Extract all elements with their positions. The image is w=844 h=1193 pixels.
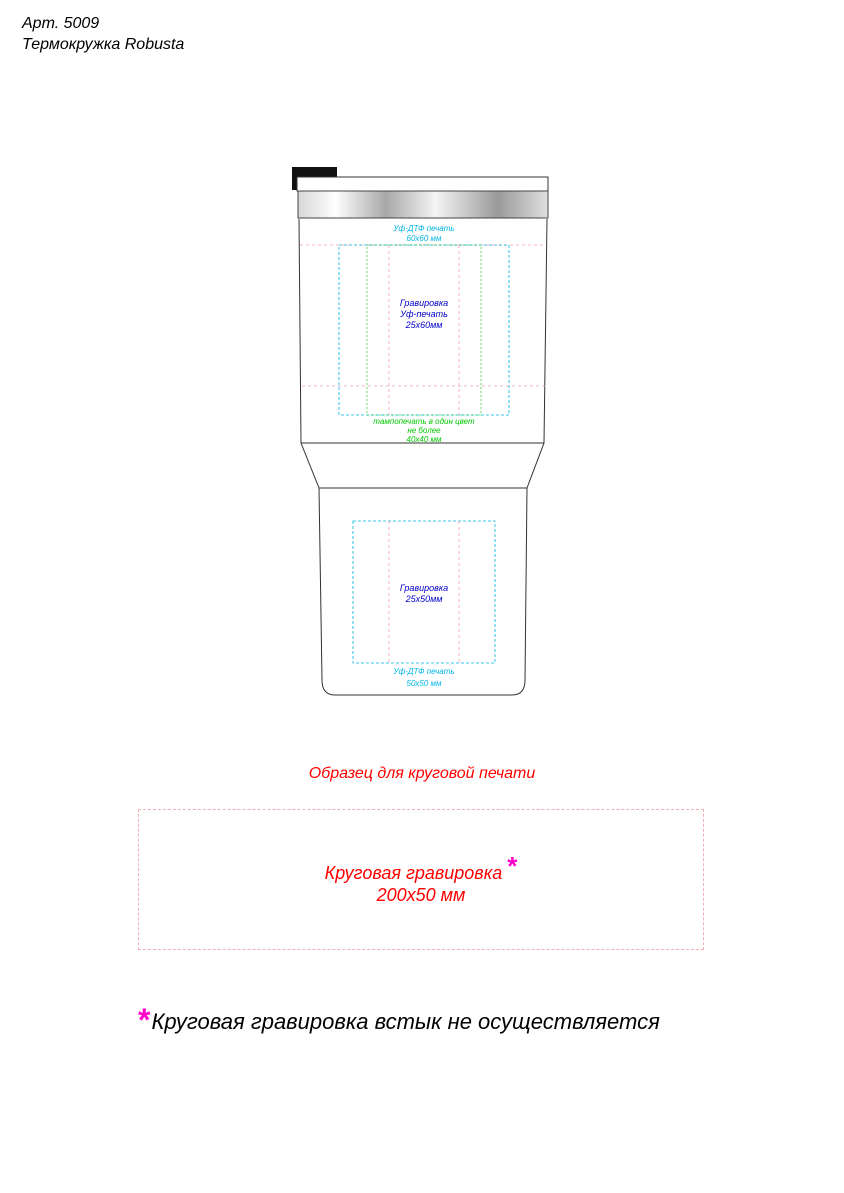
- article-number: Арт. 5009: [22, 15, 100, 32]
- circular-engraving-label: Круговая гравировка: [324, 863, 503, 883]
- product-name: Термокружка Robusta: [22, 36, 185, 53]
- asterisk-icon: *: [507, 851, 518, 881]
- footnote: [138, 1000, 660, 1037]
- top-uvdtf-label: Уф-ДТФ печать: [393, 224, 455, 233]
- pad-print-label: тампопечать в один цвет: [373, 417, 475, 426]
- bottom-uvdtf-size: 50х50 мм: [406, 679, 442, 688]
- top-engraving-label: Гравировка: [399, 298, 449, 308]
- bottom-uvdtf-label: Уф-ДТФ печать: [393, 667, 455, 676]
- top-engraving-size: 25х60мм: [405, 320, 443, 330]
- bottom-engraving-size: 25х50мм: [405, 594, 443, 604]
- bottom-engraving-label: Гравировка: [399, 583, 449, 593]
- circular-sample-title: Образец для круговой печати: [308, 765, 536, 782]
- circular-engraving-area: [138, 809, 704, 950]
- top-print-zones: [300, 245, 546, 415]
- footnote-asterisk-icon: *: [138, 1002, 151, 1038]
- mug-body-outline: [299, 219, 547, 695]
- mug-lid: [292, 167, 548, 218]
- pad-print-size: 40х40 мм: [406, 435, 442, 444]
- circular-engraving-text: [139, 851, 703, 906]
- footnote-text: Круговая гравировка встык не осуществляется: [151, 1009, 660, 1034]
- pad-print-limit: не более: [407, 426, 441, 435]
- top-uvprint-label: Уф-печать: [400, 309, 448, 319]
- top-uvdtf-size: 60х60 мм: [406, 234, 442, 243]
- circular-engraving-size: 200х50 мм: [376, 885, 466, 905]
